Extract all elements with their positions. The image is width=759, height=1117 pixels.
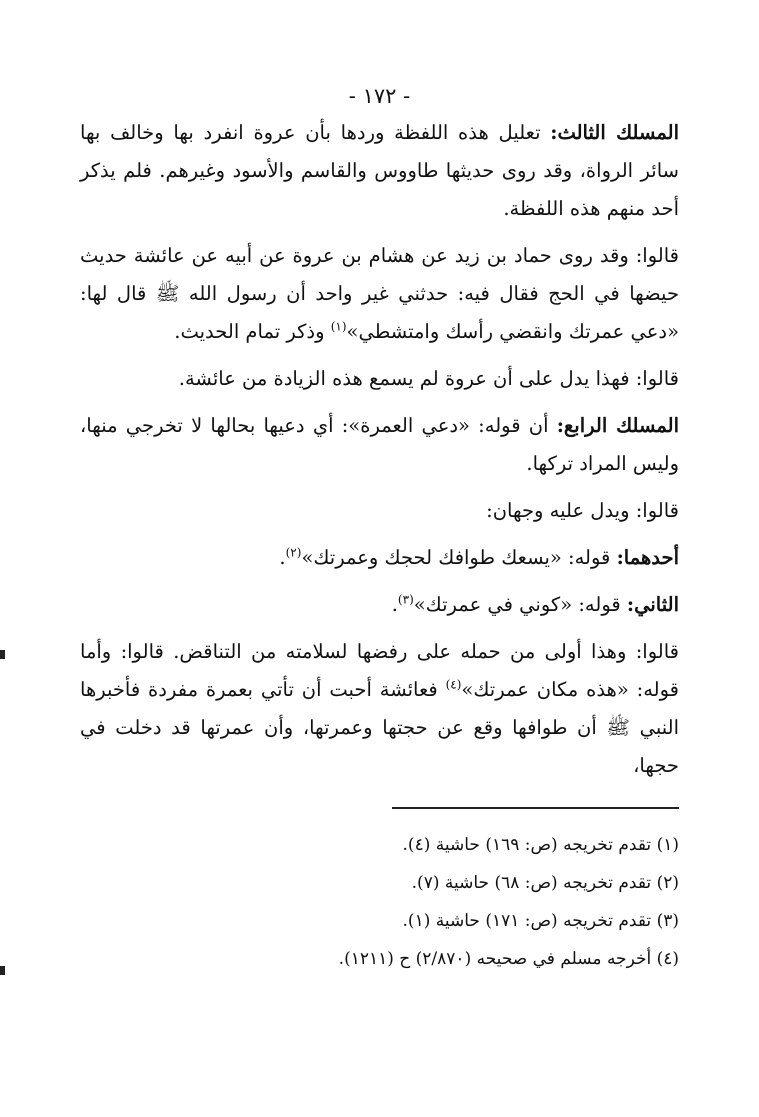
paragraph-lead: المسلك الثالث: bbox=[550, 121, 680, 144]
footnote-ref[interactable]: (٢) bbox=[285, 545, 302, 560]
footnote-ref[interactable]: (١) bbox=[330, 319, 347, 334]
paragraph-text: تعليل هذه اللفظة وردها بأن عروة انفرد بها وخالف بها سائر الرواة، وقد روى حديثها طاووس والقاسم والأسود وغيرهم. فلم يذكر أحد منهم هذه اللفظة. bbox=[80, 121, 679, 220]
paragraph-text: قالوا: وقد روى حماد بن زيد عن هشام بن عروة عن أبيه عن عائشة حديث حيضها في الحج فقال فيه: حدثني غير واحد أن رسول الله ﷺ قال لها: «دعي عمرتك وانقضي رأسك وامتشطي» bbox=[80, 244, 679, 343]
paragraph-text-after: فعائشة أحبت أن تأتي بعمرة مفردة فأخبرها النبي ﷺ أن طوافها وقع عن حجتها وعمرتها، وأن عمرتها قد دخلت في حجها، bbox=[80, 678, 679, 777]
paragraph-5 bbox=[80, 492, 679, 530]
footnote-divider bbox=[392, 807, 679, 809]
footnote-ref[interactable]: (٣) bbox=[397, 592, 414, 607]
scan-mark bbox=[0, 966, 5, 975]
paragraph-text-after: . bbox=[391, 593, 398, 616]
footnote-2: (٢) تقدم تخريجه (ص: ٦٨) حاشية (٧). bbox=[411, 873, 679, 893]
paragraph-text: قالوا: ويدل عليه وجهان: bbox=[486, 499, 679, 522]
paragraph-4 bbox=[80, 407, 679, 483]
paragraph-2 bbox=[80, 237, 679, 351]
paragraph-6 bbox=[80, 539, 679, 577]
paragraph-text: قالوا: فهذا يدل على أن عروة لم يسمع هذه الزيادة من عائشة. bbox=[178, 367, 679, 390]
scan-mark bbox=[0, 650, 5, 659]
paragraph-text: قوله: «كوني في عمرتك» bbox=[413, 593, 627, 616]
footnotes bbox=[219, 826, 679, 978]
paragraph-text-after: وذكر تمام الحديث. bbox=[174, 320, 331, 343]
paragraph-lead: الثاني: bbox=[626, 593, 679, 616]
paragraph-3 bbox=[80, 360, 679, 398]
paragraph-7 bbox=[80, 586, 679, 624]
page-body bbox=[80, 82, 679, 794]
paragraph-1 bbox=[80, 114, 679, 228]
paragraph-lead: أحدهما: bbox=[616, 546, 679, 569]
page-number: - ١٧٢ - bbox=[348, 84, 411, 108]
paragraph-text: قالوا: وهذا أولى من حمله على رفضها لسلامته من التناقض. قالوا: وأما قوله: «هذه مكان عمرتك» bbox=[80, 640, 679, 701]
paragraph-text: قوله: «يسعك طوافك لحجك وعمرتك» bbox=[301, 546, 617, 569]
footnote-4: (٤) أخرجه مسلم في صحيحه (٢/٨٧٠) ح (١٢١١). bbox=[338, 949, 679, 969]
footnote-3: (٣) تقدم تخريجه (ص: ١٧١) حاشية (١). bbox=[402, 911, 679, 931]
paragraph-text-after: . bbox=[279, 546, 286, 569]
paragraph-8 bbox=[80, 633, 679, 785]
paragraph-lead: المسلك الرابع: bbox=[556, 414, 680, 437]
paragraph-text: أن قوله: «دعي العمرة»: أي دعيها بحالها لا تخرجي منها، وليس المراد تركها. bbox=[80, 414, 679, 475]
footnote-ref[interactable]: (٤) bbox=[445, 677, 462, 692]
footnote-1: (١) تقدم تخريجه (ص: ١٦٩) حاشية (٤). bbox=[402, 835, 679, 855]
